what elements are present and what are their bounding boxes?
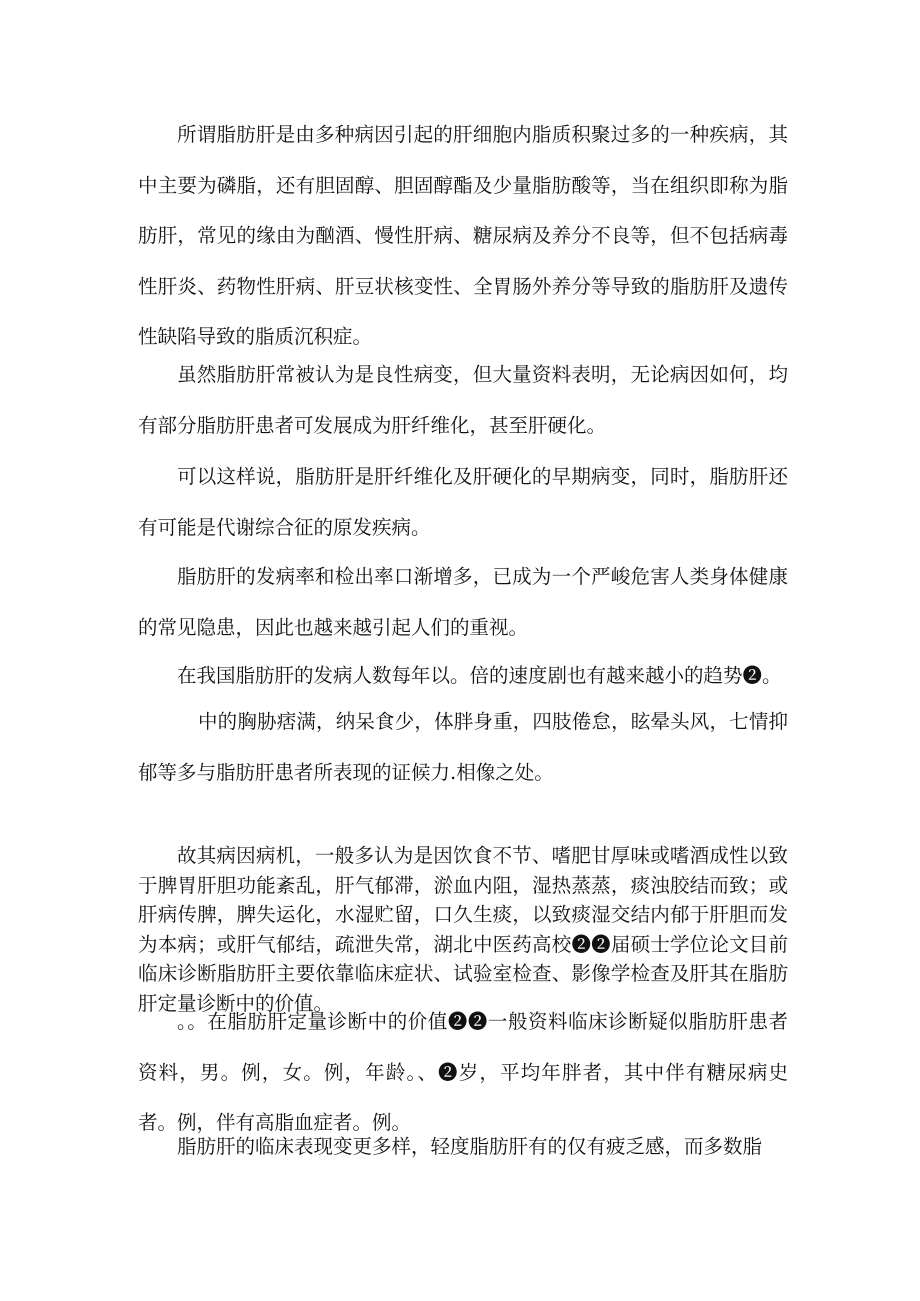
paragraph-china-trend: 在我国脂肪肝的发病人数每年以。倍的速度剧也有越来越小的趋势❷。 (177, 664, 782, 687)
paragraph-early-lesion: 可以这样说，脂肪肝是肝纤维化及肝硬化的早期病变，同时，脂肪肝还有可能是代谢综合征的原发疾病。 (138, 465, 788, 539)
paragraph-fatty-liver-definition: 所谓脂肪肝是由多种病因引起的肝细胞内脂质积聚过多的一种疾病，其中主要为磷脂，还有胆固醇、胆固醇酯及少量脂肪酸等，当在组织即称为脂肪肝，常见的缘由为酗酒、慢性肝病、糖尿病及养分不良等，但不包括病毒性肝炎、药物性肝病、肝豆状核变性、全胃肠外养分等导致的脂肪肝及遗传性缺陷导致的脂质沉积症。 (138, 123, 788, 348)
paragraph-general-data: 。。在脂肪肝定量诊断中的价值❷❷一般资料临床诊断疑似脂肪肝患者资料，男。例，女。例，年龄。、❷岁，平均年胖者，其中伴有糖尿病史者。例，伴有高脂血症者。例。 (138, 1010, 788, 1134)
paragraph-clinical-manifestation: 脂肪肝的临床表现变更多样，轻度脂肪肝有的仅有疲乏感，而多数脂 (177, 1135, 763, 1158)
paragraph-incidence: 脂肪肝的发病率和检出率口渐增多，已成为一个严峻危害人类身体健康的常见隐患，因此也越来越引起人们的重视。 (138, 565, 788, 639)
paragraph-benign-lesion: 虽然脂肪肝常被认为是良性病变，但大量资料表明，无论病因如何，均有部分脂肪肝患者可发展成为肝纤维化，甚至肝硬化。 (138, 363, 788, 437)
paragraph-symptoms: 中的胸胁痞满，纳呆食少，体胖身重，四肢倦怠，眩晕头风，七情抑郁等多与脂肪肝患者所表现的证候力.相像之处。 (138, 710, 788, 784)
paragraph-etiology: 故其病因病机，一般多认为是因饮食不节、嗜肥甘厚味或嗜酒成性以致于脾胃肝胆功能紊乱，肝气郁滞，淤血内阻，湿热蒸蒸，痰浊胶结而致；或肝病传脾，脾失运化，水湿贮留，口久生痰，以致痰湿交结内郁于肝胆而发为本病；或肝气郁结，疏泄失常，湖北中医药高校❷❷届硕士学位论文目前临床诊断脂肪肝主要依靠临床症状、试验室检查、影像学检查及肝其在脂肪肝定量诊断中的价值。 (138, 844, 788, 1015)
